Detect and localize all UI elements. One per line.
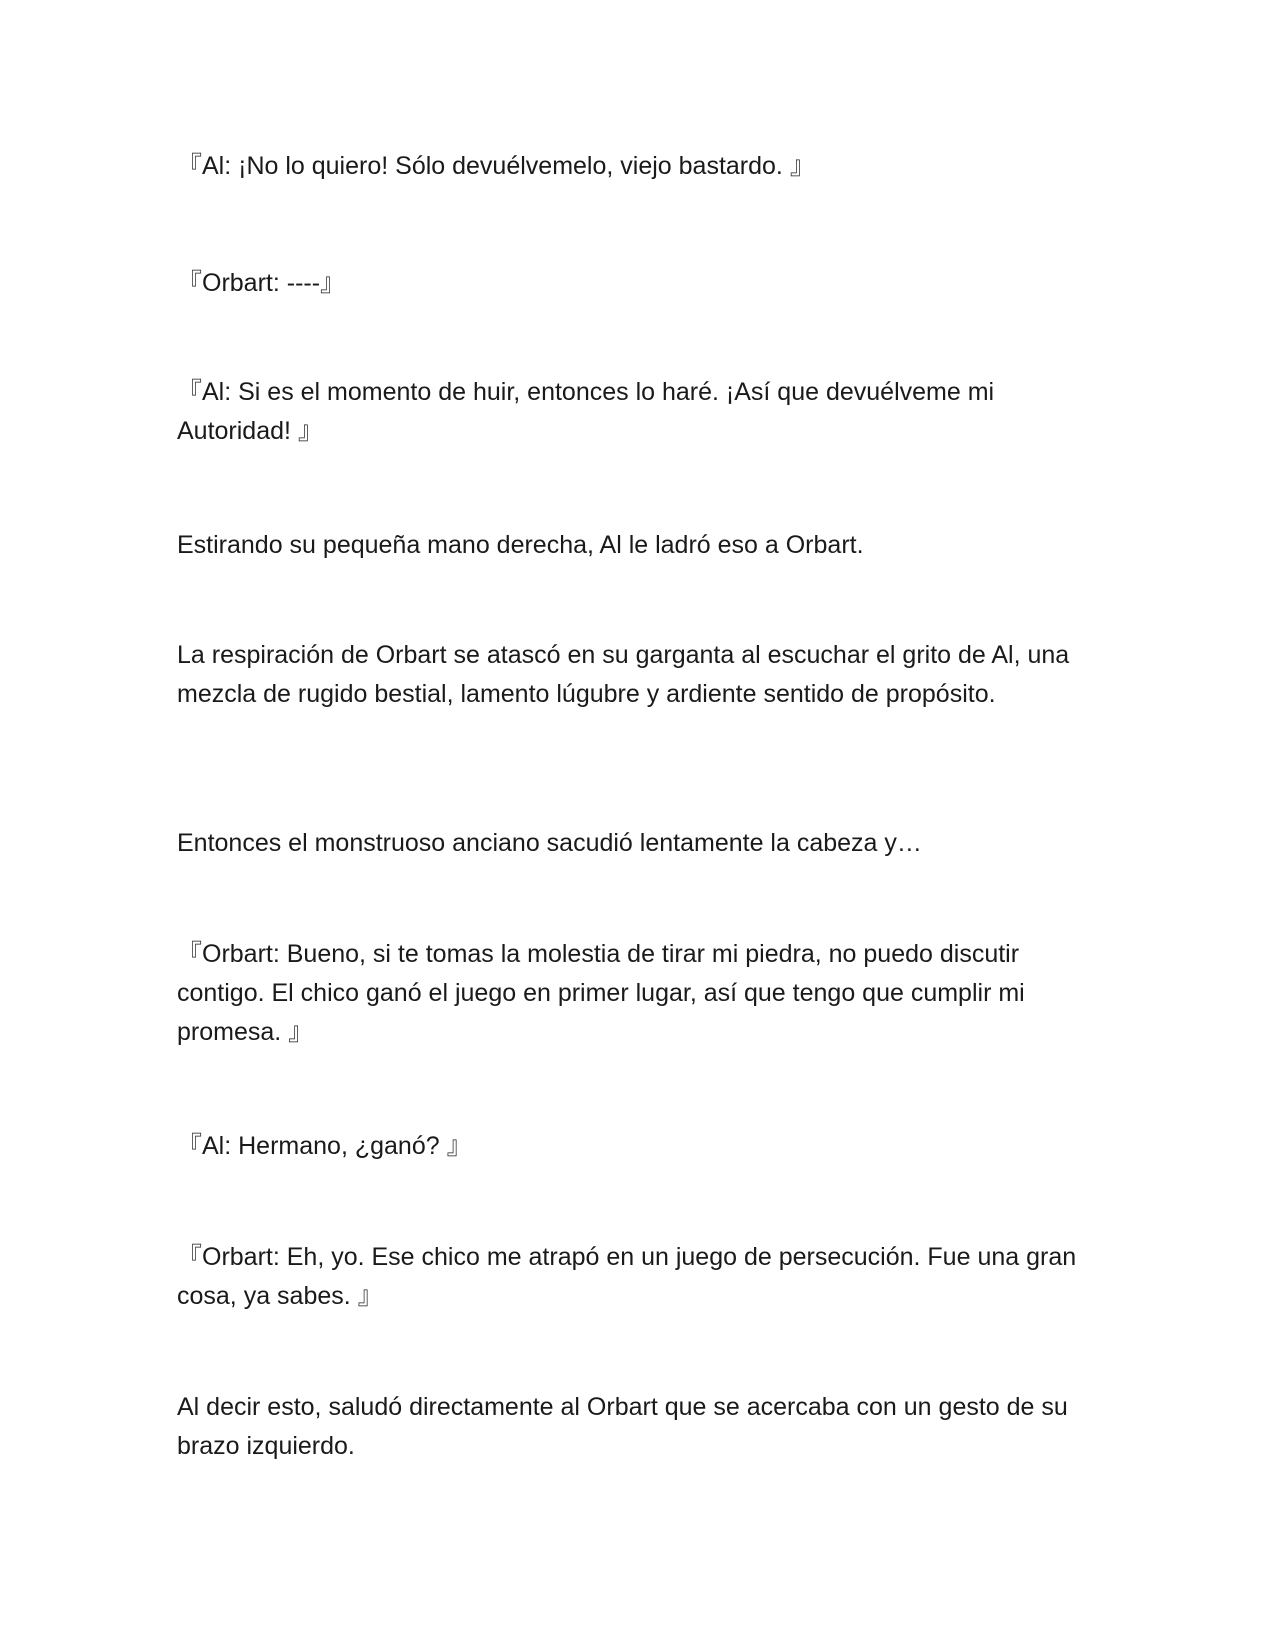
paragraph-dialogue-orbart: 『Orbart: Eh, yo. Ese chico me atrapó en un juego de persecución. Fue una gran cosa, ya sabes. 』 (177, 1243, 1077, 1310)
paragraph-dialogue-orbart: 『Orbart: Bueno, si te tomas la molestia de tirar mi piedra, no puedo discutir contigo. El chico ganó el juego en primer lugar, así que tengo que cumplir mi promesa. 』 (177, 940, 1025, 1046)
paragraph-dialogue-al: 『Al: Si es el momento de huir, entonces lo haré. ¡Así que devuélveme mi Autoridad! 』 (177, 378, 995, 445)
paragraph-dialogue-al: 『Al: ¡No lo quiero! Sólo devuélvemelo, viejo bastardo. 』 (177, 152, 815, 180)
paragraph-narration: Entonces el monstruoso anciano sacudió lentamente la cabeza y… (177, 829, 922, 857)
paragraph-narration: Estirando su pequeña mano derecha, Al le ladró eso a Orbart. (177, 531, 864, 559)
paragraph-narration: La respiración de Orbart se atascó en su garganta al escuchar el grito de Al, una mezcla de rugido bestial, lamento lúgubre y ardiente sentido de propósito. (177, 641, 1070, 708)
paragraph-dialogue-al: 『Al: Hermano, ¿ganó? 』 (177, 1132, 472, 1160)
paragraph-narration: Al decir esto, saludó directamente al Orbart que se acercaba con un gesto de su brazo izquierdo. (177, 1393, 1068, 1460)
paragraph-dialogue-orbart: 『Orbart: ----』 (177, 269, 346, 297)
